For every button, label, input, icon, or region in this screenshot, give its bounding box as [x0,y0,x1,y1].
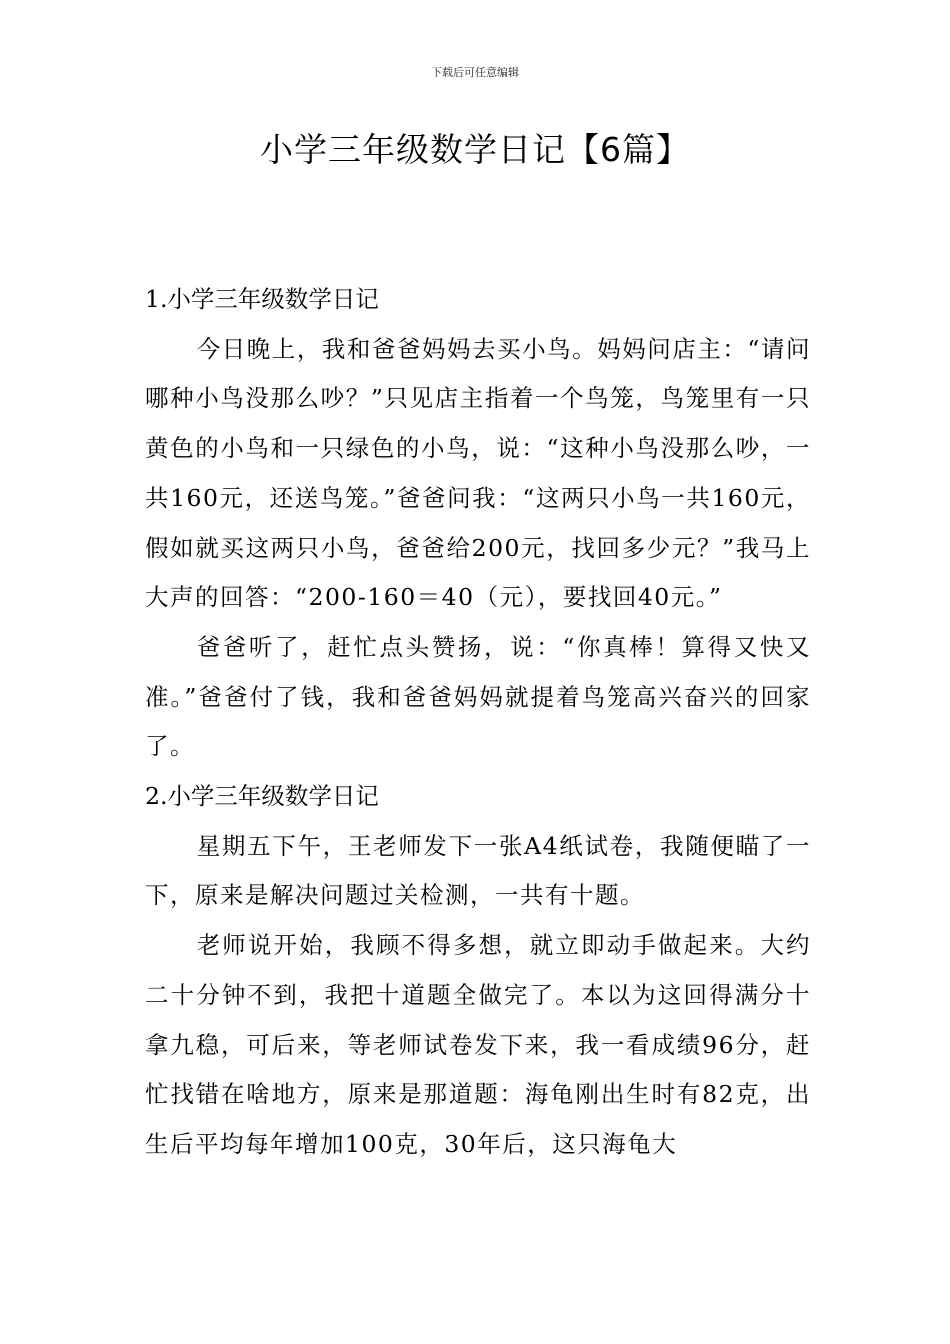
paragraph: 今日晚上，我和爸爸妈妈去买小鸟。妈妈问店主：“请问哪种小鸟没那么吵？”只见店主指着一个鸟笼，鸟笼里有一只黄色的小鸟和一只绿色的小鸟，说：“这种小鸟没那么吵，一共160元，还送鸟笼。”爸爸问我：“这两只小鸟一共160元，假如就买这两只小鸟，爸爸给200元，找回多少元？”我马上大声的回答：“200-160＝40（元），要找回40元。” [145,334,811,612]
section-2 [145,772,811,1170]
section-heading: 2.小学三年级数学日记 [145,782,379,811]
document-title: 小学三年级数学日记【6篇】 [260,130,690,169]
header-note: 下载后可任意编辑 [431,66,519,79]
section-1 [145,275,811,772]
paragraph: 爸爸听了，赶忙点头赞扬，说：“你真棒！算得又快又准。”爸爸付了钱，我和爸爸妈妈就提着鸟笼高兴奋兴的回家了。 [145,632,811,761]
paragraph: 老师说开始，我顾不得多想，就立即动手做起来。大约二十分钟不到，我把十道题全做完了。本以为这回得满分十拿九稳，可后来，等老师试卷发下来，我一看成绩96分，赶忙找错在啥地方，原来是那道题：海龟刚出生时有82克，出生后平均每年增加100克，30年后，这只海龟大 [145,931,811,1158]
document-body [145,275,811,1170]
paragraph: 星期五下午，王老师发下一张A4纸试卷，我随便瞄了一下，原来是解决问题过关检测，一共有十题。 [145,831,811,910]
section-heading: 1.小学三年级数学日记 [145,285,379,313]
